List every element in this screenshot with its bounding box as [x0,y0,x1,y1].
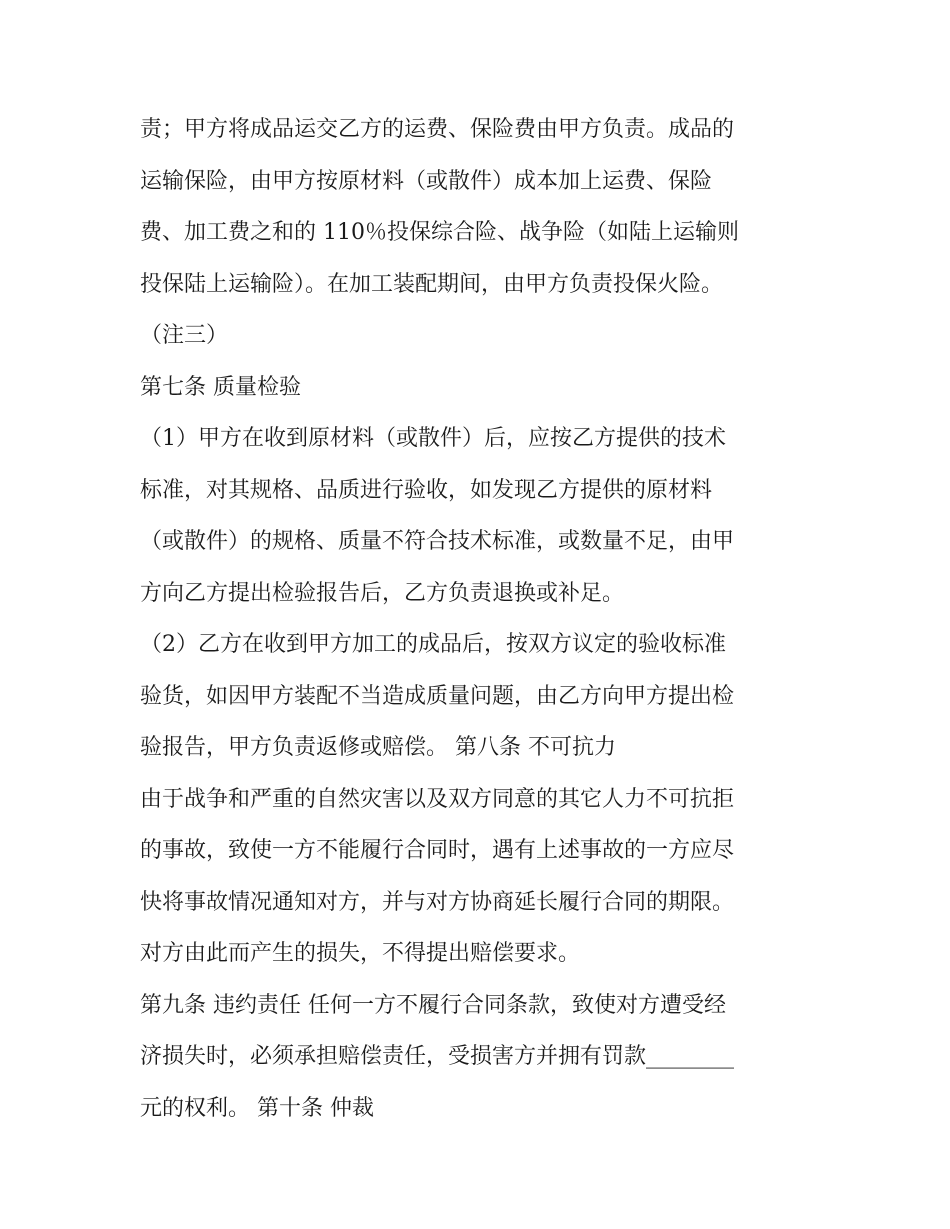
text-line: 标准，对其规格、品质进行验收，如发现乙方提供的原材料 [140,477,713,503]
text-line: （1）甲方在收到原材料（或散件）后，应按乙方提供的技术 [140,426,726,451]
text-line: 验货，如因甲方装配不当造成质量问题，由乙方向甲方提出检 [140,683,735,709]
text-line: （或散件）的规格、质量不符合技术标准，或数量不足，由甲 [140,529,735,554]
text-line: 第九条 违约责任 任何一方不履行合同条款，致使对方遭受经 [140,992,726,1018]
text-line: 责；甲方将成品运交乙方的运费、保险费由甲方负责。成品的 [140,117,735,142]
text-line: 元的权利。 第十条 仲裁 [140,1095,374,1121]
text-line: 的事故，致使一方不能履行合同时，遇有上述事故的一方应尽 [140,838,735,863]
note-reference: （注三） [140,323,229,348]
text-line: （2）乙方在收到甲方加工的成品后，按双方议定的验收标准 [140,632,726,657]
text-line: 费、加工费之和的 110％投保综合险、战争险（如陆上运输则 [140,220,739,245]
text-line: 投保陆上运输险）。在加工装配期间，由甲方负责投保火险。 [140,271,724,297]
article-heading: 第七条 质量检验 [140,374,301,400]
document-body [140,104,820,1134]
text-line: 方向乙方提出检验报告后，乙方负责退换或补足。 [140,580,625,606]
text-line: 运输保险，由甲方按原材料（或散件）成本加上运费、保险 [140,168,713,194]
text-line: 济损失时，必须承担赔偿责任，受损害方并拥有罚款________ [140,1044,735,1069]
text-line: 由于战争和严重的自然灾害以及双方同意的其它人力不可抗拒 [140,786,735,812]
text-line: 对方由此而产生的损失，不得提出赔偿要求。 [140,941,581,966]
text-line: 快将事故情况通知对方，并与对方协商延长履行合同的期限。 [140,889,735,915]
text-line: 验报告，甲方负责返修或赔偿。 第八条 不可抗力 [140,735,616,760]
